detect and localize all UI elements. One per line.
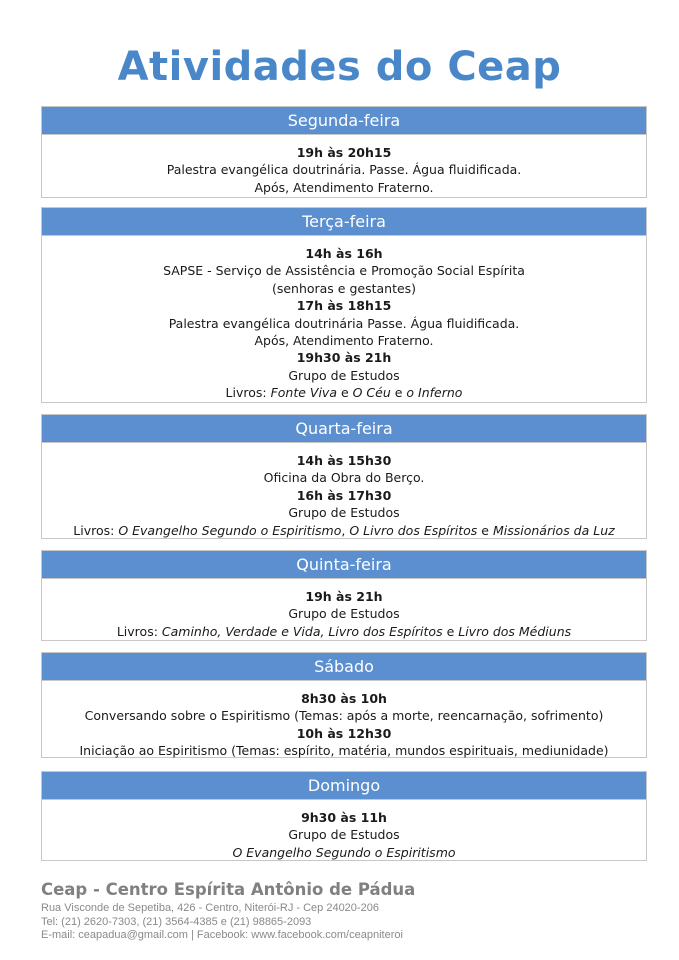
footer-phone: Tel: (21) 2620-7303, (21) 3564-4385 e (21) 98865-2093 bbox=[41, 915, 312, 928]
activity-time: 19h às 20h15 bbox=[296, 145, 392, 160]
day-body bbox=[42, 681, 646, 760]
footer-address: Rua Visconde de Sepetiba, 426 - Centro, Niterói-RJ - Cep 24020-206 bbox=[41, 902, 379, 914]
footer bbox=[41, 880, 415, 943]
footer-contact: E-mail: ceapadua@gmail.com | Facebook: www.facebook.com/ceapniteroi bbox=[41, 929, 403, 941]
day-section bbox=[41, 106, 647, 198]
text-fragment: e bbox=[390, 385, 407, 401]
page-title: Atividades do Ceap bbox=[117, 44, 562, 90]
day-header: Quinta-feira bbox=[42, 551, 646, 579]
activity-description: Palestra evangélica doutrinária Passe. Água fluidificada. bbox=[168, 315, 520, 331]
book-title: O Evangelho Segundo o Espiritismo bbox=[118, 522, 342, 538]
text-fragment: e bbox=[477, 522, 493, 538]
day-section bbox=[41, 414, 647, 539]
activity-description: Grupo de Estudos bbox=[288, 827, 400, 843]
book-title: O Livro dos Espíritos bbox=[349, 522, 478, 538]
activity-description: Iniciação ao Espiritismo (Temas: espírito, matéria, mundos espirituais, mediunidade) bbox=[79, 743, 609, 759]
day-body bbox=[42, 443, 646, 539]
activity-time: 16h às 17h30 bbox=[296, 487, 392, 503]
day-body bbox=[42, 579, 646, 640]
activity-description: Após, Atendimento Fraterno. bbox=[254, 179, 434, 195]
day-body bbox=[42, 236, 646, 402]
text-fragment: e bbox=[442, 623, 459, 639]
book-title: Livro dos Médiuns bbox=[458, 623, 572, 639]
day-header: Sábado bbox=[42, 653, 646, 681]
activity-time: 19h30 às 21h bbox=[296, 350, 392, 366]
activity-time: 19h às 21h bbox=[305, 589, 383, 604]
activity-books bbox=[42, 522, 646, 539]
day-section bbox=[41, 652, 647, 758]
activity-time: 14h às 16h bbox=[305, 246, 383, 261]
text-fragment: Livros: bbox=[116, 623, 162, 639]
activity-description: SAPSE - Serviço de Assistência e Promoção Social Espírita bbox=[163, 263, 525, 279]
text-fragment: , bbox=[341, 522, 350, 538]
footer-organization: Ceap - Centro Espírita Antônio de Pádua bbox=[41, 880, 416, 899]
activity-description: Grupo de Estudos bbox=[288, 367, 400, 383]
day-header: Terça-feira bbox=[42, 208, 646, 236]
activity-description: (senhoras e gestantes) bbox=[271, 280, 417, 296]
day-body bbox=[42, 800, 646, 861]
day-section bbox=[41, 771, 647, 861]
day-body bbox=[42, 135, 646, 196]
activity-books bbox=[42, 623, 646, 640]
day-section bbox=[41, 207, 647, 403]
day-header: Quarta-feira bbox=[42, 415, 646, 443]
activity-description: Grupo de Estudos bbox=[288, 606, 400, 622]
activity-description: Oficina da Obra do Berço. bbox=[263, 470, 425, 486]
activity-description: Palestra evangélica doutrinária. Passe. Água fluidificada. bbox=[166, 162, 522, 178]
book-title: Caminho, Verdade e Vida, Livro dos Espíritos bbox=[161, 623, 443, 639]
day-section bbox=[41, 550, 647, 641]
text-fragment: Livros: bbox=[73, 522, 119, 538]
book-title: Fonte Viva bbox=[270, 385, 337, 401]
book-title: O Evangelho Segundo o Espiritismo bbox=[232, 844, 456, 860]
text-fragment: e bbox=[336, 385, 353, 401]
activity-time: 9h30 às 11h bbox=[301, 810, 387, 825]
activity-time: 14h às 15h30 bbox=[296, 453, 392, 468]
book-title: Missionários da Luz bbox=[492, 522, 615, 538]
day-header: Segunda-feira bbox=[42, 107, 646, 135]
activity-description: Após, Atendimento Fraterno. bbox=[254, 333, 434, 349]
day-header: Domingo bbox=[42, 772, 646, 800]
activity-description: Grupo de Estudos bbox=[288, 505, 400, 521]
activity-description: Conversando sobre o Espiritismo (Temas: após a morte, reencarnação, sofrimento) bbox=[84, 708, 604, 724]
activity-time: 8h30 às 10h bbox=[301, 691, 387, 706]
activity-time: 10h às 12h30 bbox=[296, 725, 392, 741]
activity-time: 17h às 18h15 bbox=[296, 298, 392, 314]
book-title: o Inferno bbox=[406, 385, 463, 401]
text-fragment: Livros: bbox=[225, 385, 271, 401]
activity-books bbox=[42, 384, 646, 401]
activity-books bbox=[42, 844, 646, 861]
book-title: O Céu bbox=[352, 385, 391, 401]
